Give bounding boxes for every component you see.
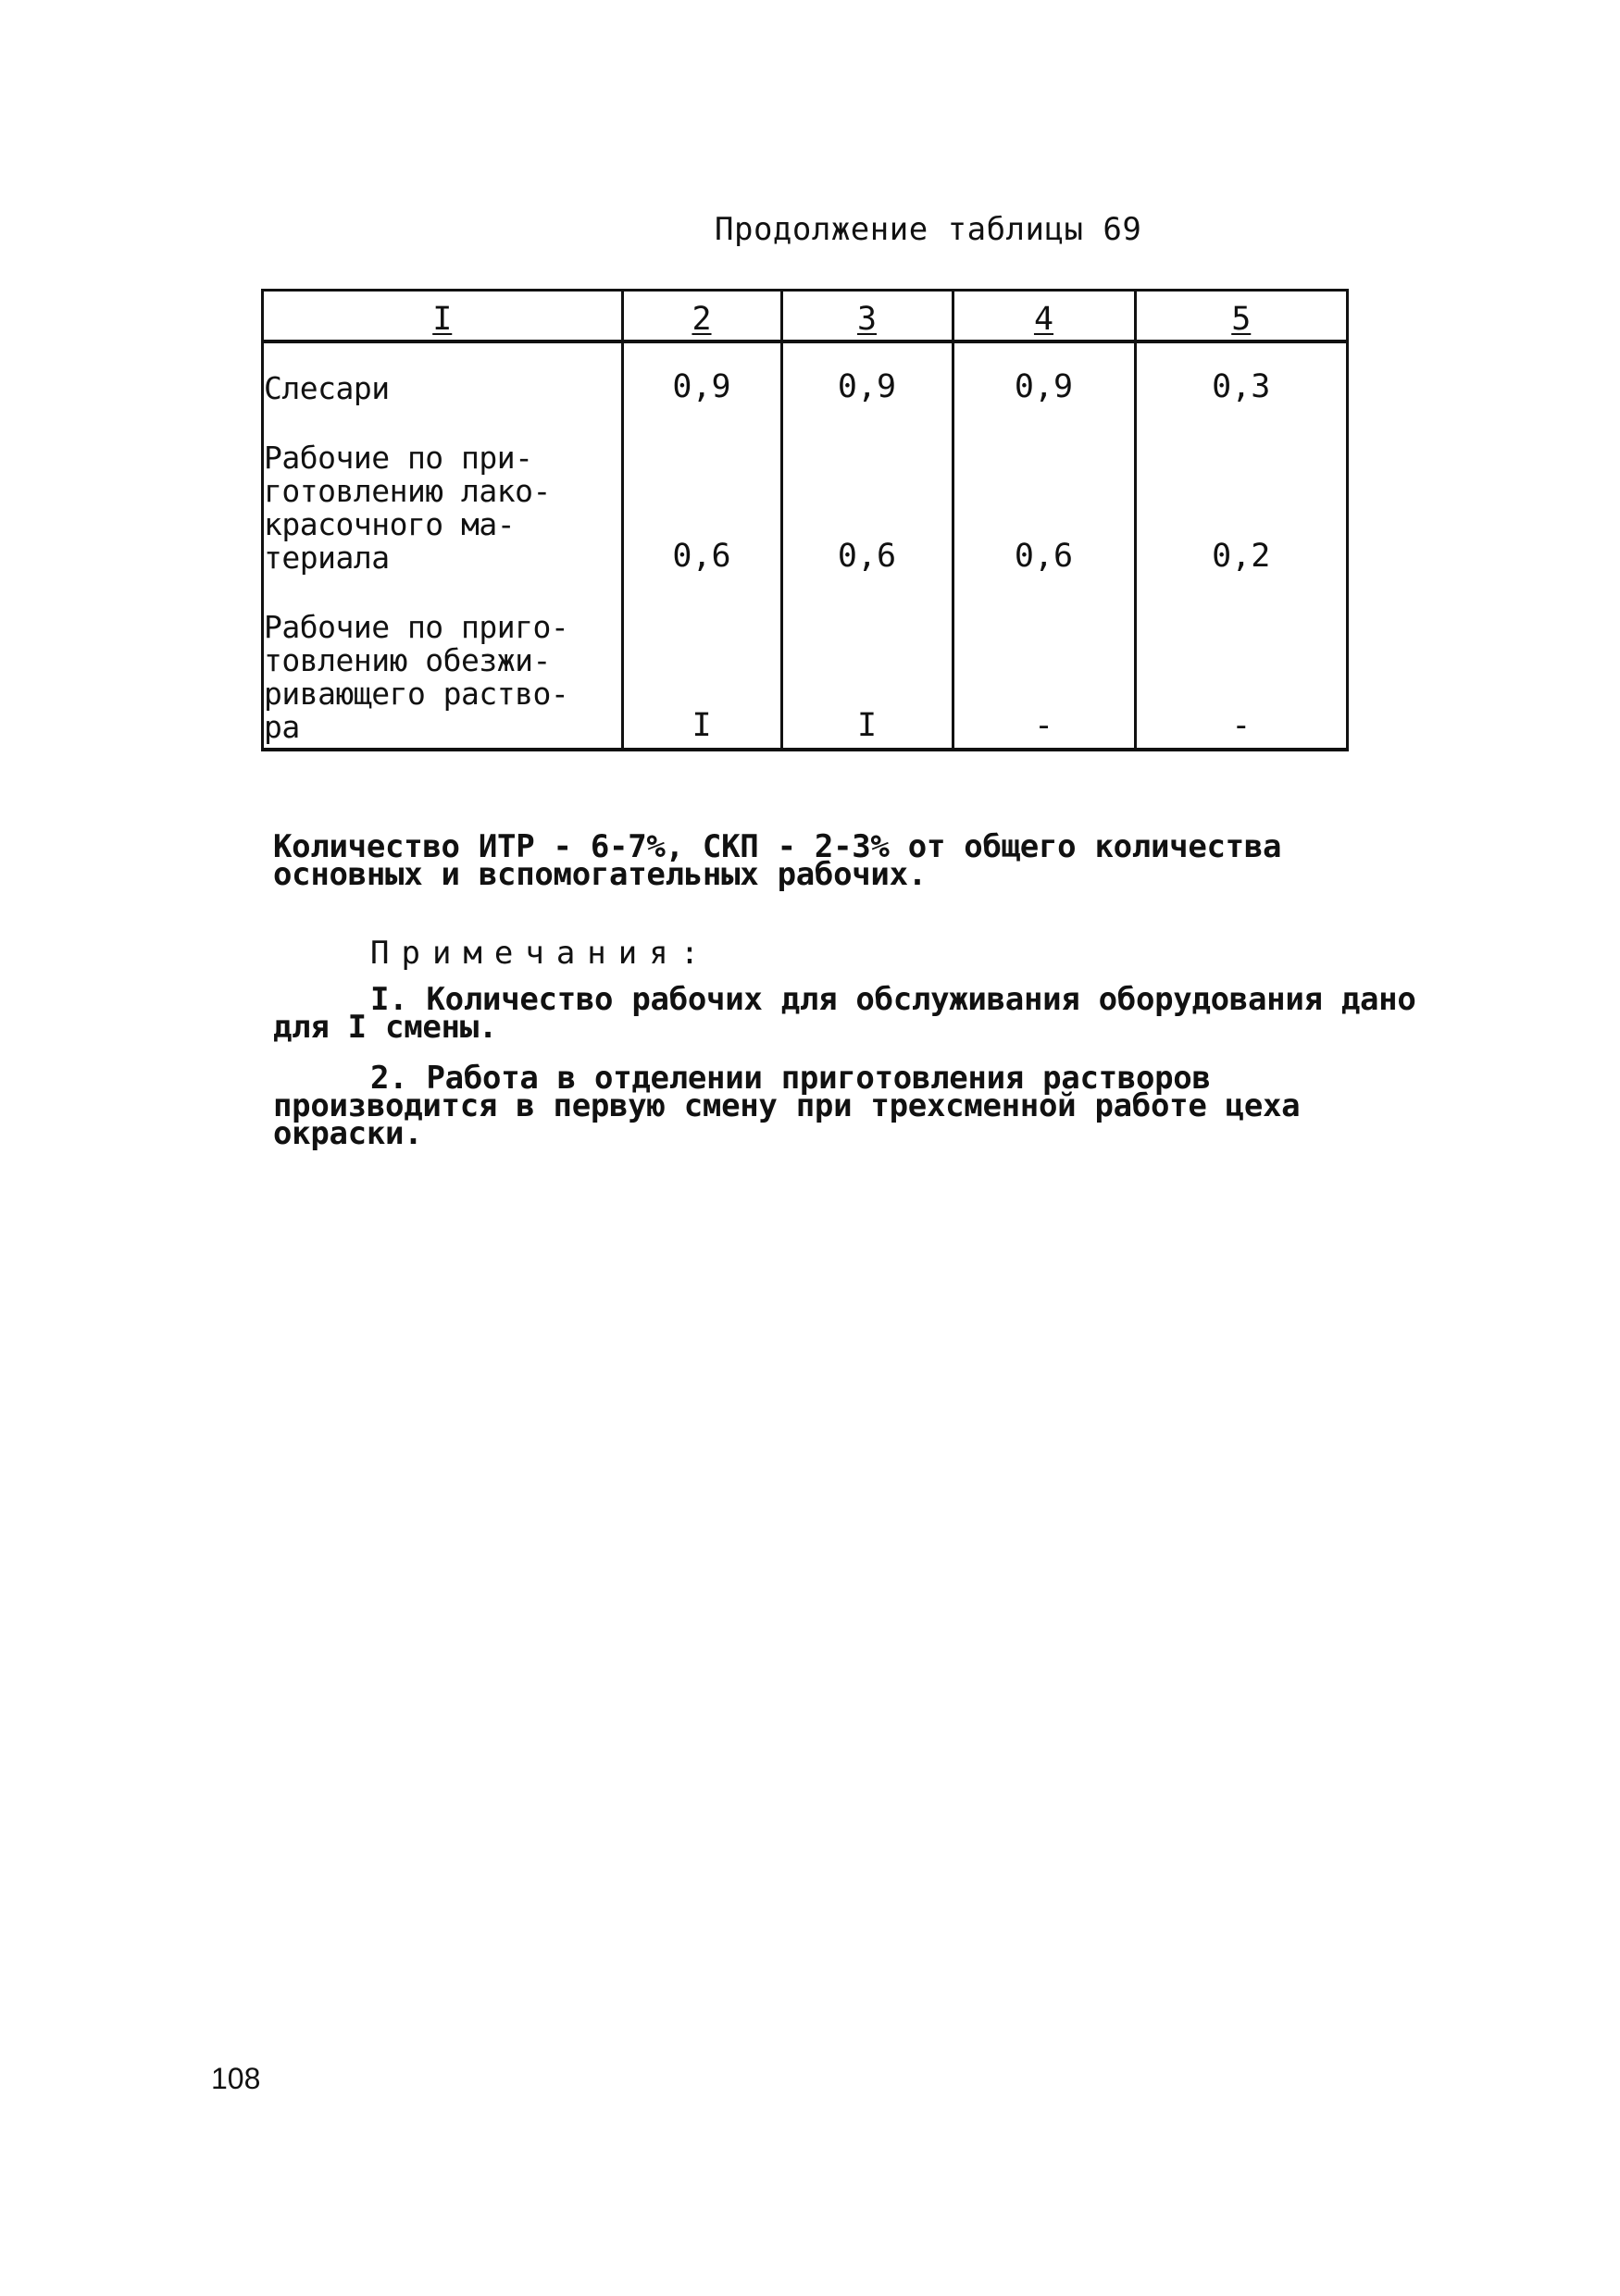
table-cell: 0,6 [781,405,953,575]
header-col-5: 5 [1135,292,1346,341]
header-col-2: 2 [622,292,781,341]
table-cell: 0,9 [622,341,781,405]
table-cell: I [622,575,781,748]
table-cell: 0,9 [953,341,1135,405]
page-number: 108 [211,2062,261,2095]
staff-table-grid [264,292,1346,748]
table-cell: - [1135,575,1346,748]
table-cell: 0,2 [1135,405,1346,575]
table-header-row [264,292,1346,341]
table-cell: I [781,575,953,748]
row-label: Рабочие по приго- товлению обезжи- ривающего раство- ра [264,609,569,745]
header-col-3: 3 [781,292,953,341]
header-col-4: 4 [953,292,1135,341]
table-cell: 0,3 [1135,341,1346,405]
staff-table [261,289,1349,751]
note-item: I. Количество рабочих для обслуживания оборудования дано для I смены. [273,981,1416,1046]
row-label: Слесари [264,369,390,406]
row-label: Рабочие по при- готовлению лако- красочного ма- териала [264,439,551,576]
table-cell: 0,9 [781,341,953,405]
table-cell: 0,6 [622,405,781,575]
table-row [264,341,1346,405]
notes-title: Примечания: [370,935,712,972]
table-cell: 0,6 [953,405,1135,575]
table-caption: Продолжение таблицы 69 [715,211,1142,248]
table-row [264,405,1346,575]
note-item: 2. Работа в отделении приготовления растворов производится в первую смену при трехсменной работе цеха окраски. [273,1060,1301,1152]
table-row [264,575,1346,748]
header-col-1: I [264,292,622,341]
table-cell: - [953,575,1135,748]
staffing-paragraph: Количество ИТР - 6-7%, СКП - 2-3% от общего количества основных и вспомогательных рабочих. [273,828,1282,893]
